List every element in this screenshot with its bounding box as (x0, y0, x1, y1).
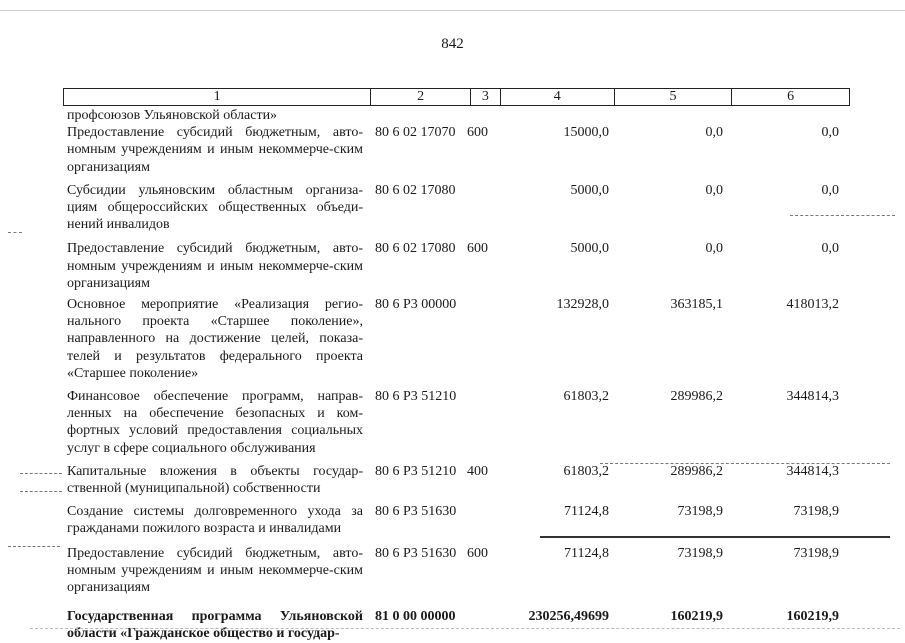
row-value-4: 5000,0 (570, 182, 609, 198)
row-code: 80 6 P3 51630 (375, 545, 457, 561)
row-value-6: 73198,9 (793, 504, 839, 520)
column-header-4: 4 (501, 89, 615, 105)
row-code: 81 0 00 00000 (375, 609, 456, 625)
row-code: 80 6 02 17070 (375, 125, 456, 141)
row-value-4: 230256,49699 (528, 609, 609, 625)
table-row (67, 463, 857, 497)
scan-artifact-line (790, 215, 895, 216)
scan-artifact-line (8, 232, 22, 233)
column-header-2: 2 (371, 89, 471, 105)
page-number: 842 (441, 36, 464, 52)
table-header (63, 88, 850, 106)
row-value-4: 71124,8 (564, 545, 609, 561)
row-type: 600 (467, 241, 488, 257)
row-name: Капитальные вложения в объекты государ-ственной (муниципальной) собственности (67, 463, 363, 497)
scan-artifact-line (30, 628, 900, 629)
row-type: 600 (467, 125, 488, 141)
row-name: Финансовое обеспечение программ, направ-ленных на обеспечение безопасных и ком-фортных условий предоставления социальных услуг в сфере социального обслуживания (67, 389, 363, 456)
row-value-6: 0,0 (821, 241, 839, 257)
table-row-program-total (67, 608, 857, 642)
row-value-4: 5000,0 (570, 241, 609, 257)
row-value-5: 73198,9 (677, 545, 723, 561)
row-value-5: 160219,9 (670, 609, 723, 625)
row-value-6: 344814,3 (786, 463, 839, 479)
column-header-1: 1 (64, 89, 371, 105)
table-row (67, 182, 857, 234)
table-row (67, 296, 857, 382)
column-header-5: 5 (615, 89, 733, 105)
row-value-6: 0,0 (821, 182, 839, 198)
row-code: 80 6 P3 51630 (375, 504, 457, 520)
row-name: Предоставление субсидий бюджетным, авто-номным учреждениям и иным некоммерче-ским организациям (67, 545, 363, 596)
row-value-5: 289986,2 (670, 389, 723, 405)
row-value-5: 363185,1 (670, 297, 723, 313)
scan-artifact-line (540, 536, 890, 538)
row-value-6: 0,0 (821, 125, 839, 141)
row-name: Создание системы долговременного ухода за гражданами пожилого возраста и инвалидами (67, 504, 363, 537)
column-header-3: 3 (471, 89, 501, 105)
row-value-6: 73198,9 (793, 545, 839, 561)
row-value-5: 289986,2 (670, 463, 723, 479)
row-value-4: 61803,2 (563, 463, 609, 479)
row-value-5: 0,0 (705, 182, 723, 198)
row-code: 80 6 02 17080 (375, 182, 456, 198)
row-code: 80 6 P3 51210 (375, 463, 457, 479)
table-row (67, 107, 857, 124)
row-code: 80 6 P3 00000 (375, 297, 457, 313)
row-type: 600 (467, 545, 488, 561)
row-name: Основное мероприятие «Реализация регио-нального проекта «Старшее поколение», направленного на достижение целей, показа-телей и результатов федерального проекта «Старшее поколение» (67, 297, 363, 381)
row-type: 400 (467, 463, 488, 479)
row-code: 80 6 P3 51210 (375, 389, 457, 405)
table-row (67, 503, 857, 537)
row-name: Субсидии ульяновским областным организа-циям общероссийских общественных объеди-нений инвалидов (67, 182, 363, 233)
scan-artifact-line (8, 546, 60, 547)
row-value-6: 344814,3 (786, 389, 839, 405)
row-value-4: 61803,2 (563, 389, 609, 405)
row-code: 80 6 02 17080 (375, 241, 456, 257)
row-value-4: 71124,8 (564, 504, 609, 520)
row-value-4: 132928,0 (556, 297, 609, 313)
table-row (67, 545, 857, 597)
row-value-5: 0,0 (705, 125, 723, 141)
row-name: Предоставление субсидий бюджетным, авто-номным учреждениям и иным некоммерче-ским организациям (67, 125, 363, 175)
table-row (67, 124, 857, 176)
scan-artifact-line (0, 10, 905, 11)
table-row (67, 388, 857, 457)
table-body (67, 107, 857, 643)
scan-artifact-line (20, 491, 62, 492)
row-value-6: 418013,2 (786, 297, 839, 313)
row-value-6: 160219,9 (786, 609, 839, 625)
row-value-5: 73198,9 (677, 504, 723, 520)
row-name: Предоставление субсидий бюджетным, авто-номным учреждениям и иным некоммерче-ским организациям (67, 241, 363, 291)
column-header-6: 6 (787, 89, 795, 104)
table-row (67, 240, 857, 292)
row-value-5: 0,0 (705, 241, 723, 257)
row-value-4: 15000,0 (563, 125, 609, 141)
scan-artifact-line (20, 473, 62, 474)
row-name: Государственная программа Ульяновской области «Гражданское общество и государ- (67, 609, 363, 642)
scan-artifact-line (600, 463, 890, 464)
row-name: профсоюзов Ульяновской области» (67, 108, 278, 123)
